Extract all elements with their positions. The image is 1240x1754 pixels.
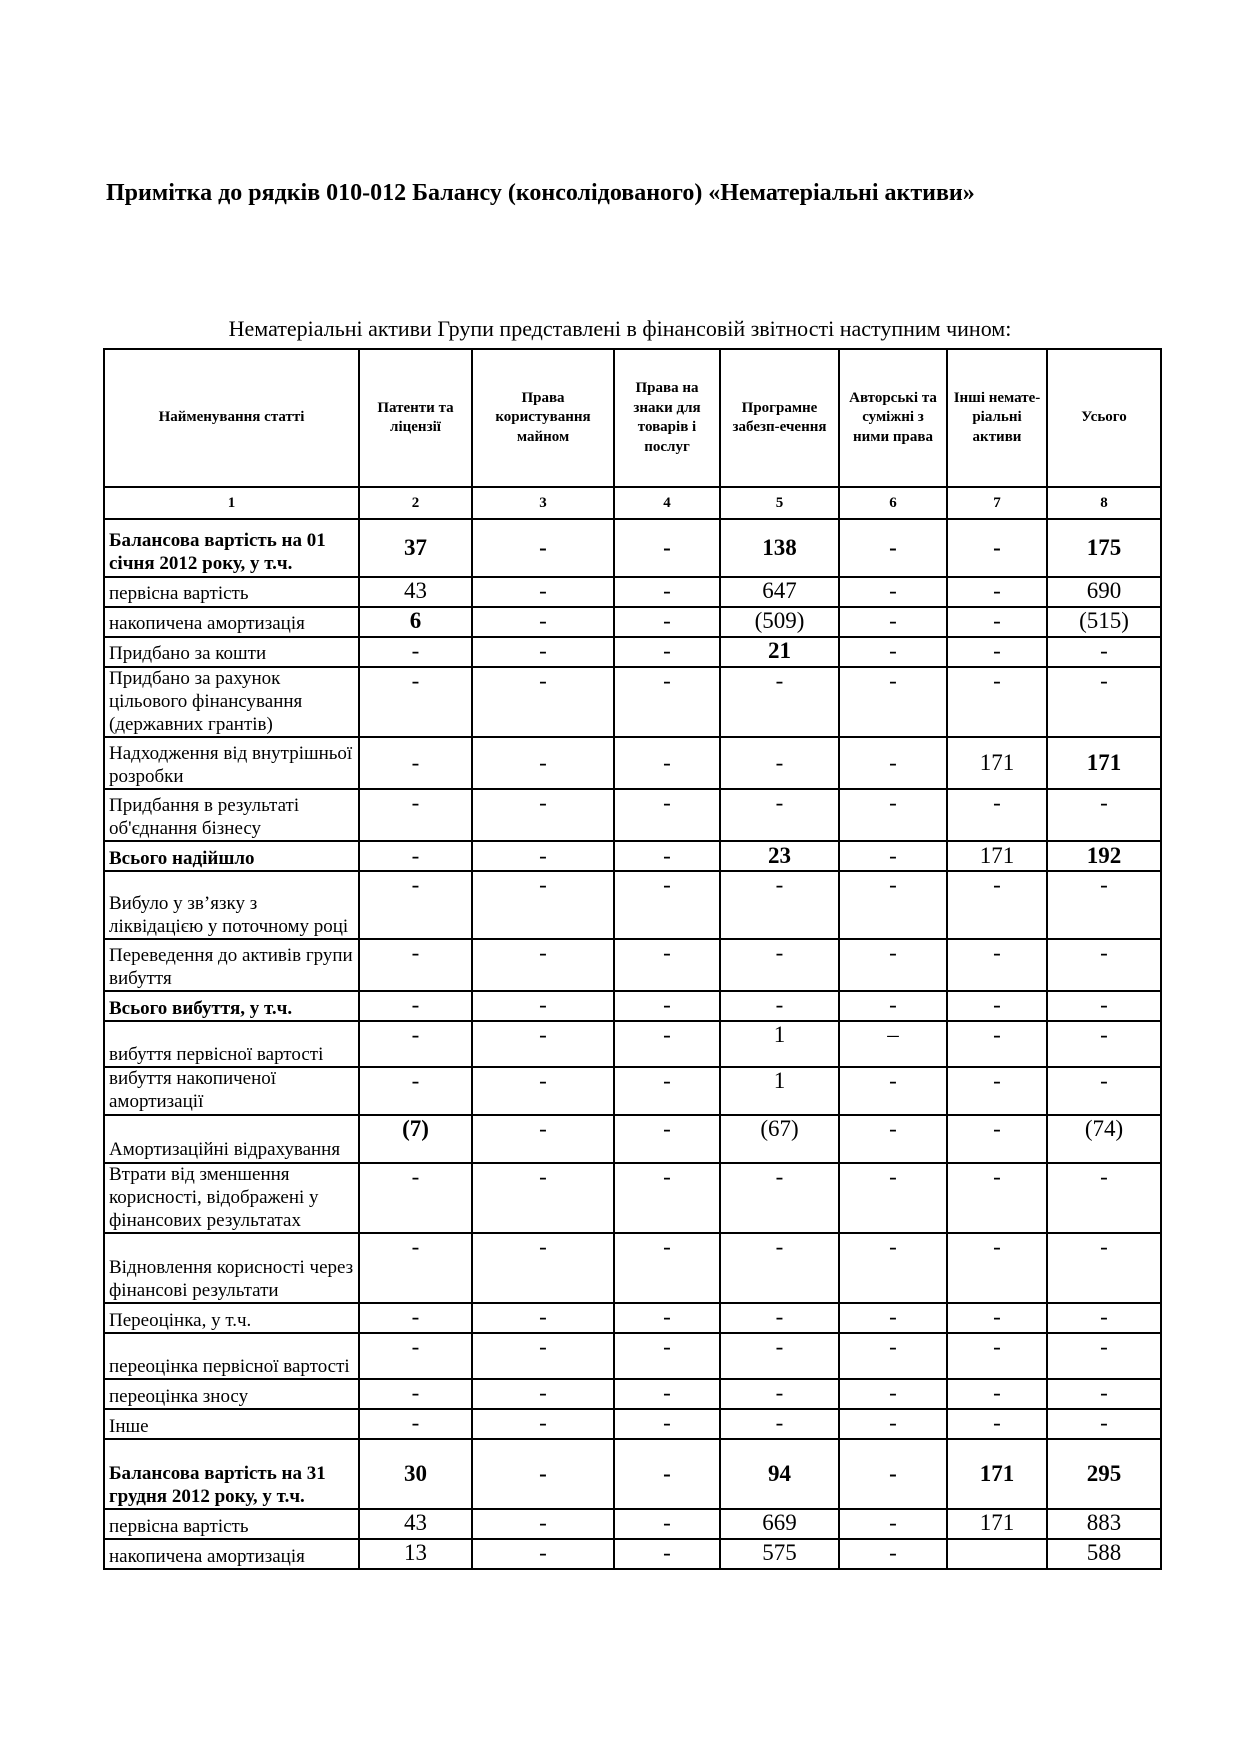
- table-cell: 171: [1047, 737, 1161, 789]
- table-cell: -: [472, 1115, 614, 1163]
- note-title: Примітка до рядків 010-012 Балансу (консолідованого) «Нематеріальні активи»: [106, 180, 975, 206]
- table-cell: -: [839, 871, 947, 939]
- table-cell: (74): [1047, 1115, 1161, 1163]
- table-cell: (67): [720, 1115, 839, 1163]
- table-cell: -: [614, 637, 720, 667]
- table-cell: -: [472, 1233, 614, 1303]
- column-number: 7: [947, 487, 1047, 519]
- table-cell: -: [947, 519, 1047, 577]
- table-row: [104, 577, 1161, 607]
- table-cell: 175: [1047, 519, 1161, 577]
- table-row: [104, 1021, 1161, 1067]
- row-label: Відновлення корисності через фінансові результати: [104, 1233, 359, 1303]
- table-cell: -: [839, 1333, 947, 1379]
- table-cell: -: [359, 737, 472, 789]
- column-number: 5: [720, 487, 839, 519]
- row-label: Придбання в результаті об'єднання бізнесу: [104, 789, 359, 841]
- column-header: Права на знаки для товарів і послуг: [614, 349, 720, 487]
- table-cell: -: [1047, 1379, 1161, 1409]
- table-cell: -: [1047, 667, 1161, 737]
- table-cell: -: [839, 789, 947, 841]
- table-cell: -: [947, 667, 1047, 737]
- intangible-assets-table: [103, 348, 1162, 1570]
- table-row: [104, 1067, 1161, 1115]
- table-cell: -: [720, 1163, 839, 1233]
- column-number-row: [104, 487, 1161, 519]
- table-row: [104, 737, 1161, 789]
- column-number: 4: [614, 487, 720, 519]
- table-cell: 575: [720, 1539, 839, 1569]
- column-header: Інші немате-ріальні активи: [947, 349, 1047, 487]
- table-cell: -: [614, 1379, 720, 1409]
- table-cell: -: [1047, 1409, 1161, 1439]
- table-cell: -: [947, 1067, 1047, 1115]
- table-cell: -: [947, 1379, 1047, 1409]
- column-header: Усього: [1047, 349, 1161, 487]
- table-cell: -: [839, 1539, 947, 1569]
- table-cell: -: [472, 871, 614, 939]
- column-number: 3: [472, 487, 614, 519]
- table-cell: -: [1047, 1067, 1161, 1115]
- table-cell: -: [472, 1303, 614, 1333]
- table-cell: -: [720, 991, 839, 1021]
- table-cell: 171: [947, 1509, 1047, 1539]
- table-cell: 138: [720, 519, 839, 577]
- table-cell: -: [359, 1163, 472, 1233]
- row-label: Придбано за рахунок цільового фінансування (державних грантів): [104, 667, 359, 737]
- table-cell: 30: [359, 1439, 472, 1509]
- table-cell: -: [839, 1509, 947, 1539]
- table-cell: -: [839, 737, 947, 789]
- table-cell: -: [720, 1409, 839, 1439]
- column-number: 2: [359, 487, 472, 519]
- table-cell: -: [720, 1333, 839, 1379]
- table-cell: -: [1047, 1333, 1161, 1379]
- table-cell: 588: [1047, 1539, 1161, 1569]
- table-cell: -: [1047, 1163, 1161, 1233]
- table-cell: -: [472, 939, 614, 991]
- table-cell: -: [720, 667, 839, 737]
- column-header: Патенти та ліцензії: [359, 349, 472, 487]
- table-cell: -: [947, 607, 1047, 637]
- table-cell: -: [839, 1067, 947, 1115]
- table-cell: -: [947, 1115, 1047, 1163]
- row-label: вибуття накопиченої амортизації: [104, 1067, 359, 1115]
- table-cell: [947, 1539, 1047, 1569]
- table-cell: -: [472, 841, 614, 871]
- table-cell: -: [947, 789, 1047, 841]
- table-cell: (509): [720, 607, 839, 637]
- table-row: [104, 991, 1161, 1021]
- table-cell: -: [359, 667, 472, 737]
- table-cell: -: [472, 637, 614, 667]
- table-cell: -: [359, 1333, 472, 1379]
- table-cell: -: [614, 667, 720, 737]
- column-header: Права користування майном: [472, 349, 614, 487]
- table-caption: Нематеріальні активи Групи представлені в фінансовій звітності наступним чином:: [228, 316, 1012, 341]
- table-cell: 883: [1047, 1509, 1161, 1539]
- column-header: Авторські та суміжні з ними права: [839, 349, 947, 487]
- table-cell: -: [839, 1115, 947, 1163]
- table-cell: -: [1047, 637, 1161, 667]
- table-cell: 669: [720, 1509, 839, 1539]
- column-number: 6: [839, 487, 947, 519]
- table-cell: -: [614, 991, 720, 1021]
- table-cell: -: [947, 637, 1047, 667]
- row-label: первісна вартість: [104, 1509, 359, 1539]
- row-label: Балансова вартість на 01 січня 2012 року, у т.ч.: [104, 519, 359, 577]
- table-cell: 21: [720, 637, 839, 667]
- table-cell: -: [947, 1409, 1047, 1439]
- table-cell: -: [1047, 789, 1161, 841]
- row-label: Придбано за кошти: [104, 637, 359, 667]
- table-cell: -: [720, 1303, 839, 1333]
- table-cell: 43: [359, 1509, 472, 1539]
- table-cell: -: [359, 1021, 472, 1067]
- table-cell: 171: [947, 841, 1047, 871]
- table-cell: -: [359, 991, 472, 1021]
- table-cell: -: [720, 1233, 839, 1303]
- table-cell: -: [947, 577, 1047, 607]
- table-cell: -: [720, 789, 839, 841]
- table-cell: -: [614, 577, 720, 607]
- table-cell: -: [359, 841, 472, 871]
- table-cell: -: [614, 607, 720, 637]
- table-row: [104, 1233, 1161, 1303]
- table-cell: -: [614, 1115, 720, 1163]
- table-cell: -: [839, 519, 947, 577]
- table-row: [104, 1409, 1161, 1439]
- table-row: [104, 1163, 1161, 1233]
- table-cell: -: [614, 841, 720, 871]
- table-cell: -: [947, 1163, 1047, 1233]
- row-label: накопичена амортизація: [104, 607, 359, 637]
- table-cell: 171: [947, 1439, 1047, 1509]
- table-row: [104, 1333, 1161, 1379]
- row-label: накопичена амортизація: [104, 1539, 359, 1569]
- table-cell: -: [720, 1379, 839, 1409]
- table-cell: -: [614, 1509, 720, 1539]
- table-cell: -: [359, 1233, 472, 1303]
- table-row: [104, 1115, 1161, 1163]
- table-row: [104, 871, 1161, 939]
- table-cell: -: [359, 1303, 472, 1333]
- row-label: Надходження від внутрішньої розробки: [104, 737, 359, 789]
- table-cell: -: [472, 1509, 614, 1539]
- table-cell: -: [472, 991, 614, 1021]
- table-cell: -: [472, 667, 614, 737]
- table-cell: -: [839, 1163, 947, 1233]
- table-cell: (515): [1047, 607, 1161, 637]
- table-cell: -: [614, 1439, 720, 1509]
- table-cell: 13: [359, 1539, 472, 1569]
- table-cell: -: [947, 1303, 1047, 1333]
- table-cell: -: [1047, 991, 1161, 1021]
- table-cell: -: [614, 1021, 720, 1067]
- table-cell: -: [947, 1333, 1047, 1379]
- table-cell: -: [472, 1333, 614, 1379]
- table-cell: -: [472, 789, 614, 841]
- row-label: Інше: [104, 1409, 359, 1439]
- table-cell: -: [472, 1539, 614, 1569]
- row-label: первісна вартість: [104, 577, 359, 607]
- row-label: Амортизаційні відрахування: [104, 1115, 359, 1163]
- table-cell: -: [720, 939, 839, 991]
- table-cell: -: [947, 939, 1047, 991]
- table-row: [104, 519, 1161, 577]
- table-cell: 171: [947, 737, 1047, 789]
- table-cell: -: [359, 789, 472, 841]
- table-cell: -: [614, 737, 720, 789]
- table-cell: 647: [720, 577, 839, 607]
- table-cell: -: [472, 1021, 614, 1067]
- table-row: [104, 939, 1161, 991]
- table-cell: -: [614, 1233, 720, 1303]
- table-cell: -: [1047, 1233, 1161, 1303]
- table-cell: -: [614, 1409, 720, 1439]
- table-row: [104, 789, 1161, 841]
- table-cell: -: [472, 1067, 614, 1115]
- table-cell: -: [839, 667, 947, 737]
- row-label: вибуття первісної вартості: [104, 1021, 359, 1067]
- table-cell: -: [947, 871, 1047, 939]
- table-cell: 690: [1047, 577, 1161, 607]
- table-cell: -: [359, 939, 472, 991]
- table-cell: -: [614, 789, 720, 841]
- table-cell: -: [1047, 1303, 1161, 1333]
- table-cell: -: [614, 1163, 720, 1233]
- table-row: [104, 607, 1161, 637]
- table-cell: -: [839, 841, 947, 871]
- row-label: переоцінка зносу: [104, 1379, 359, 1409]
- header-row: [104, 349, 1161, 487]
- table-cell: -: [839, 1233, 947, 1303]
- table-row: [104, 667, 1161, 737]
- row-label: Переоцінка, у т.ч.: [104, 1303, 359, 1333]
- table-cell: -: [839, 939, 947, 991]
- table-row: [104, 637, 1161, 667]
- table-cell: -: [839, 1439, 947, 1509]
- column-number: 1: [104, 487, 359, 519]
- table-cell: -: [1047, 939, 1161, 991]
- table-cell: -: [359, 1409, 472, 1439]
- column-header: Найменування статті: [104, 349, 359, 487]
- table-cell: -: [947, 1021, 1047, 1067]
- table-cell: -: [359, 1379, 472, 1409]
- table-cell: -: [472, 1379, 614, 1409]
- table-cell: 43: [359, 577, 472, 607]
- table-cell: -: [839, 1379, 947, 1409]
- table-cell: -: [1047, 1021, 1161, 1067]
- table-cell: -: [359, 1067, 472, 1115]
- table-cell: 23: [720, 841, 839, 871]
- table-row: [104, 1439, 1161, 1509]
- table-cell: -: [839, 1409, 947, 1439]
- column-header: Програмне забезп-ечення: [720, 349, 839, 487]
- table-cell: -: [720, 871, 839, 939]
- table-row: [104, 1539, 1161, 1569]
- table-row: [104, 1379, 1161, 1409]
- row-label: Балансова вартість на 31 грудня 2012 року, у т.ч.: [104, 1439, 359, 1509]
- column-number: 8: [1047, 487, 1161, 519]
- table-cell: -: [359, 637, 472, 667]
- table-cell: 94: [720, 1439, 839, 1509]
- row-label: Вибуло у зв’язку з ліквідацією у поточному році: [104, 871, 359, 939]
- table-cell: -: [472, 1439, 614, 1509]
- row-label: Всього надійшло: [104, 841, 359, 871]
- table-cell: 1: [720, 1067, 839, 1115]
- table-cell: (7): [359, 1115, 472, 1163]
- table-cell: -: [472, 1409, 614, 1439]
- table-cell: -: [839, 637, 947, 667]
- table-cell: -: [947, 1233, 1047, 1303]
- table-cell: -: [472, 577, 614, 607]
- table-cell: -: [359, 871, 472, 939]
- table-cell: -: [839, 607, 947, 637]
- table-cell: -: [614, 1067, 720, 1115]
- table-cell: –: [839, 1021, 947, 1067]
- row-label: Всього вибуття, у т.ч.: [104, 991, 359, 1021]
- table-cell: 37: [359, 519, 472, 577]
- table-cell: -: [614, 871, 720, 939]
- row-label: Втрати від зменшення корисності, відображені у фінансових результатах: [104, 1163, 359, 1233]
- table-row: [104, 841, 1161, 871]
- table-row: [104, 1509, 1161, 1539]
- table-cell: -: [614, 1333, 720, 1379]
- table-cell: -: [839, 1303, 947, 1333]
- table-cell: -: [614, 519, 720, 577]
- table-body: [104, 349, 1161, 1569]
- table-cell: -: [472, 737, 614, 789]
- table-cell: -: [472, 1163, 614, 1233]
- row-label: переоцінка первісної вартості: [104, 1333, 359, 1379]
- table-cell: 6: [359, 607, 472, 637]
- table-cell: -: [614, 1539, 720, 1569]
- table-cell: -: [839, 577, 947, 607]
- table-cell: -: [472, 519, 614, 577]
- table-cell: -: [947, 991, 1047, 1021]
- table-row: [104, 1303, 1161, 1333]
- table-cell: -: [472, 607, 614, 637]
- table-cell: -: [839, 991, 947, 1021]
- table-cell: -: [614, 939, 720, 991]
- table-cell: -: [614, 1303, 720, 1333]
- table-cell: 1: [720, 1021, 839, 1067]
- table-cell: -: [1047, 871, 1161, 939]
- table-cell: 192: [1047, 841, 1161, 871]
- table-cell: 295: [1047, 1439, 1161, 1509]
- table-cell: -: [720, 737, 839, 789]
- row-label: Переведення до активів групи вибуття: [104, 939, 359, 991]
